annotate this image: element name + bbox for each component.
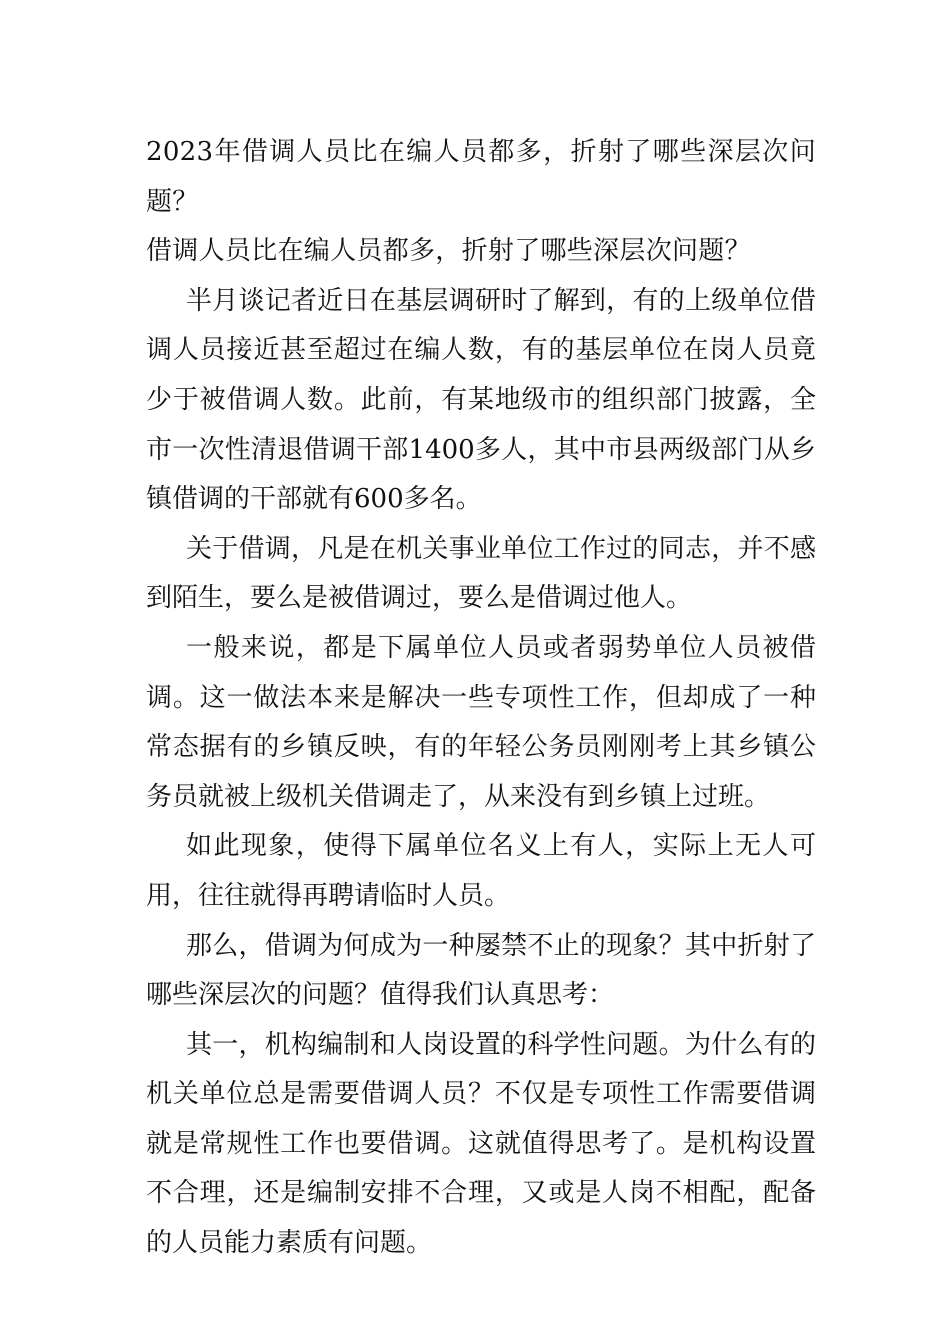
document-body	[146, 128, 816, 1269]
document-title-line-2: 借调人员比在编人员都多，折射了哪些深层次问题？	[146, 236, 751, 267]
paragraph-5: 那么，借调为何成为一种屡禁不止的现象？其中折射了哪些深层次的问题？值得我们认真思考：	[146, 930, 816, 1011]
paragraph-2: 关于借调，凡是在机关事业单位工作过的同志，并不感到陌生，要么是被借调过，要么是借调过他人。	[146, 533, 816, 614]
document-title-line-1: 2023年借调人员比在编人员都多，折射了哪些深层次问题？	[146, 137, 816, 217]
paragraph-6: 其一，机构编制和人岗设置的科学性问题。为什么有的机关单位总是需要借调人员？不仅是专项性工作需要借调就是常规性工作也要借调。这就值得思考了。是机构设置不合理，还是编制安排不合理，又或是人岗不相配，配备的人员能力素质有问题。	[146, 1029, 816, 1259]
paragraph-1: 半月谈记者近日在基层调研时了解到，有的上级单位借调人员接近甚至超过在编人数，有的基层单位在岗人员竟少于被借调人数。此前，有某地级市的组织部门披露，全市一次性清退借调干部1400多人，其中市县两级部门从乡镇借调的干部就有600多名。	[146, 285, 816, 515]
paragraph-3: 一般来说，都是下属单位人员或者弱势单位人员被借调。这一做法本来是解决一些专项性工作，但却成了一种常态据有的乡镇反映，有的年轻公务员刚刚考上其乡镇公务员就被上级机关借调走了，从来没有到乡镇上过班。	[146, 632, 816, 812]
paragraph-4: 如此现象，使得下属单位名义上有人，实际上无人可用，往往就得再聘请临时人员。	[146, 831, 816, 911]
